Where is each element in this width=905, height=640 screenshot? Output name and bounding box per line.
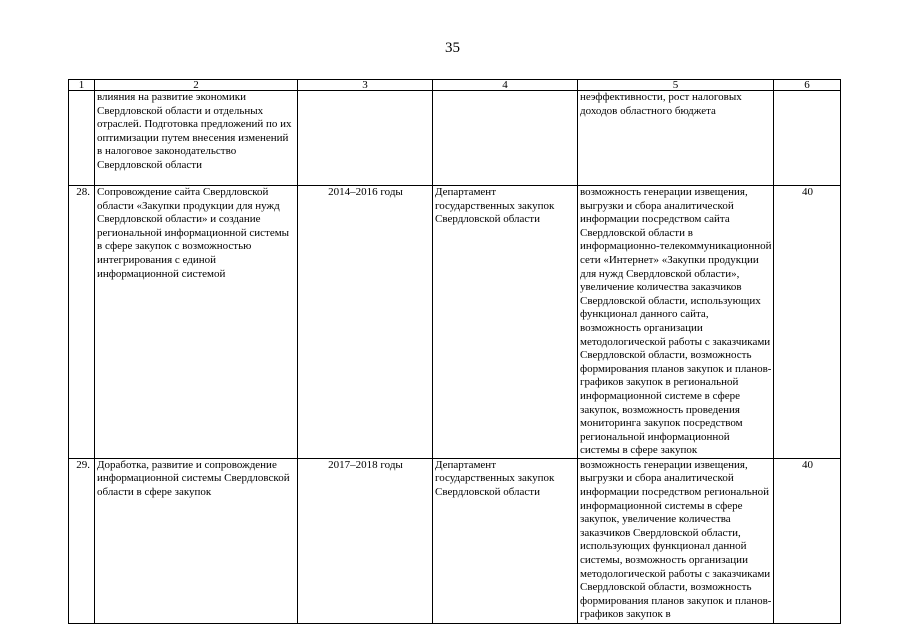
table-row — [69, 458, 841, 623]
result-cell: возможность генерации извещения, выгрузки и сбора аналитической информации посредством сайта Свердловской области в информационно-телекоммуникационной сети «Интернет» «Закупки продукции для нужд Свердловской области», увеличение количества заказчиков Свердловской области, использующих функционал данного сайта, возможность организации методологической работы с заказчиками Свердловской области, возможность формирования планов закупок и планов-графиков закупок в региональной информационной системе в сфере закупок, возможность проведения мониторинга закупок посредством региональной информационной системы в сфере закупок — [578, 186, 774, 459]
score-cell: 40 — [774, 186, 841, 459]
row-number-cell: 29. — [69, 458, 95, 623]
measures-table — [68, 79, 841, 624]
table-header-row — [69, 80, 841, 91]
header-cell: 1 — [69, 80, 95, 91]
table-row — [69, 186, 841, 459]
period-cell: 2017–2018 годы — [298, 458, 433, 623]
period-cell: 2014–2016 годы — [298, 186, 433, 459]
score-cell: 40 — [774, 458, 841, 623]
row-number-cell — [69, 91, 95, 186]
score-cell — [774, 91, 841, 186]
measure-cell: влияния на развитие экономики Свердловской области и отдельных отраслей. Подготовка предложений по их оптимизации путем внесения изменений в налоговое законодательство Свердловской области — [95, 91, 298, 186]
measure-cell: Доработка, развитие и сопровождение информационной системы Свердловской области в сфере закупок — [95, 458, 298, 623]
measure-cell: Сопровождение сайта Свердловской области «Закупки продукции для нужд Свердловской области» и создание региональной информационной системы в сфере закупок с возможностью интегрирования с единой информационной системой — [95, 186, 298, 459]
header-cell: 4 — [433, 80, 578, 91]
result-cell: неэффективности, рост налоговых доходов областного бюджета — [578, 91, 774, 186]
page-number: 35 — [445, 40, 460, 56]
header-cell: 5 — [578, 80, 774, 91]
table-row — [69, 91, 841, 186]
executor-cell: Департамент государственных закупок Свердловской области — [433, 186, 578, 459]
row-number-cell: 28. — [69, 186, 95, 459]
header-cell: 6 — [774, 80, 841, 91]
result-cell: возможность генерации извещения, выгрузки и сбора аналитической информации посредством региональной информационной системы в сфере закупок, увеличение количества заказчиков Свердловской области, использующих функционал данной системы, возможность организации методологической работы с заказчиками Свердловской области, возможность формирования планов закупок и планов-графиков закупок в — [578, 458, 774, 623]
header-cell: 2 — [95, 80, 298, 91]
period-cell — [298, 91, 433, 186]
executor-cell — [433, 91, 578, 186]
executor-cell: Департамент государственных закупок Свердловской области — [433, 458, 578, 623]
header-cell: 3 — [298, 80, 433, 91]
